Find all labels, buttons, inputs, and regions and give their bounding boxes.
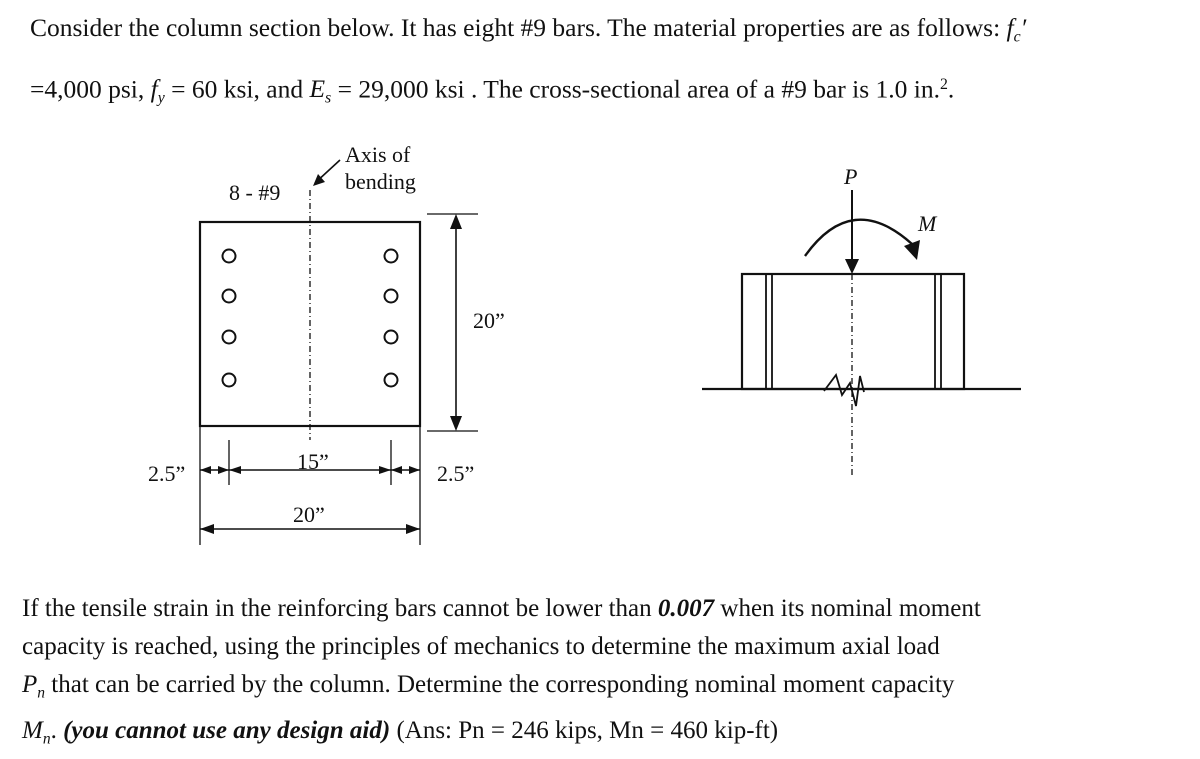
design-aid-note: (you cannot use any design aid): [63, 717, 391, 745]
question-line-3: $P_n$ that can be carried by the column. Determine the corresponding nominal moment capacity: [22, 671, 955, 702]
bars-label: 8 - #9: [229, 180, 281, 205]
column-elevation: [702, 190, 1021, 478]
height-arrow-top: [450, 214, 462, 229]
intro-text: Consider the column section below. It has eight #9 bars. The material properties are as follows:: [30, 13, 1007, 42]
load-label: P: [844, 164, 858, 189]
fc-symbol: $f_c'$: [1006, 13, 1027, 46]
answer-text: (Ans: Pn = 246 kips, Mn = 460 kip-ft): [390, 717, 779, 745]
axis-label-1: Axis of: [345, 142, 411, 167]
strain-value: 0.007: [657, 595, 715, 622]
area-superscript: 2: [939, 75, 948, 93]
total-arrow-left: [200, 524, 214, 534]
elevation-labels: [843, 164, 938, 236]
load-arrowhead: [845, 259, 859, 274]
question-text: [22, 590, 1172, 759]
moment-arc: [805, 220, 912, 256]
break-symbol: [824, 375, 864, 406]
mn-symbol: $M_n$: [22, 717, 51, 748]
total-width-label: 20”: [293, 502, 325, 527]
inner-arrow-right: [379, 466, 391, 474]
fy-symbol: $f_y$: [150, 74, 165, 107]
height-label: 20”: [473, 308, 505, 333]
cover-right-label: 2.5”: [437, 461, 475, 486]
rebar: [385, 374, 398, 387]
column-body: [742, 274, 964, 389]
rebar: [223, 374, 236, 387]
rebar: [385, 290, 398, 303]
total-arrow-right: [406, 524, 420, 534]
question-line-1: If the tensile strain in the reinforcing bars cannot be lower than 0.007 when its nominal moment: [22, 595, 981, 622]
height-arrow-bottom: [450, 416, 462, 431]
cover-left-label: 2.5”: [148, 461, 186, 486]
intro-line-2: =4,000 psi, $f_y = 60$ ksi, and $E_s = 29,000$ ksi . The cross-sectional area of a #9 bar is 1.0 in.$^2$.: [30, 74, 955, 107]
cover-left-arrow: [200, 466, 211, 474]
es-symbol: $E_s$: [309, 74, 332, 107]
column-section: [200, 160, 478, 545]
cover-right-arrow: [391, 466, 402, 474]
rebar: [223, 331, 236, 344]
pn-symbol: $P_n$: [22, 671, 46, 702]
moment-arrowhead: [904, 240, 920, 260]
cover-right-arrow: [409, 466, 420, 474]
rebar: [385, 250, 398, 263]
rebar: [385, 331, 398, 344]
axis-label-2: bending: [345, 169, 416, 194]
inner-width-label: 15”: [297, 449, 329, 474]
inner-arrow-left: [229, 466, 241, 474]
question-line-4: $M_n$. (you cannot use any design aid) (Ans: Pn = 246 kips, Mn = 460 kip-ft): [22, 717, 779, 748]
cover-left-arrow: [218, 466, 229, 474]
moment-label: M: [918, 211, 937, 236]
question-line-2: capacity is reached, using the principles of mechanics to determine the maximum axial load: [22, 633, 940, 660]
section-labels: [148, 142, 505, 527]
rebar: [223, 250, 236, 263]
rebar: [223, 290, 236, 303]
